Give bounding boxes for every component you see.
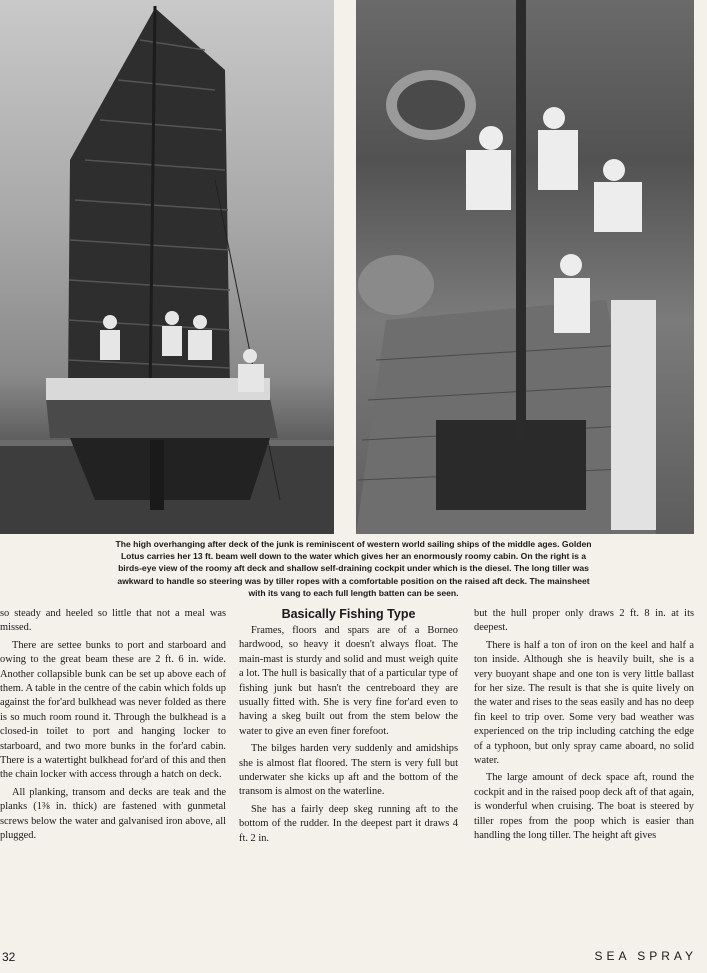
junk-sail-illustration: [0, 0, 334, 534]
aft-deck-photo: [356, 0, 694, 534]
caption-line: awkward to handle so steering was by tiller ropes with a comfortable position on the raised aft deck. The mainsheet: [117, 575, 590, 586]
publication-name: SEA SPRAY: [594, 949, 697, 963]
paragraph: but the hull proper only draws 2 ft. 8 in. at its deepest.: [474, 608, 694, 634]
section-heading: Basically Fishing Type: [281, 607, 416, 621]
caption-line: The high overhanging after deck of the junk is reminiscent of western world sailing ships of the middle ages. Golden: [115, 539, 592, 549]
junk-sail-photo: [0, 0, 334, 534]
paragraph: so steady and heeled so little that not a meal was missed.: [0, 608, 226, 634]
paragraph: The bilges harden very suddenly and amidships she is almost flat floored. The stern is very full but underwater she kicks up aft and the bottom of the transom is almost on the waterline.: [239, 743, 458, 798]
paragraph: The large amount of deck space aft, round the cockpit and in the raised poop deck aft of that again, is wonderful when cruising. The boat is steered by tiller ropes from the poop which is easier than handling the long tiller. The height aft gives: [474, 772, 694, 842]
caption-line: birds-eye view of the roomy aft deck and shallow self-draining cockpit under which is the diesel. The long tiller was: [118, 563, 589, 574]
article-column-3: [474, 607, 694, 844]
article-column-2: [239, 607, 458, 846]
page-number: 32: [2, 950, 16, 964]
paragraph: She has a fairly deep skeg running aft to the bottom of the rudder. In the deepest part it draws 4 ft. 2 in.: [239, 803, 458, 844]
caption-line: Lotus carries her 13 ft. beam well down to the water which gives her an enormously roomy cabin. On the right is a: [120, 551, 587, 562]
paragraph: All planking, transom and decks are teak and the planks (1⅜ in. thick) are fastened with gunmetal screws below the water and galvanised iron above, all plugged.: [0, 786, 226, 842]
article-column-1: [0, 607, 226, 844]
photo-caption: [0, 538, 707, 599]
paragraph: Frames, floors and spars are of a Borneo hardwood, so heavy it doesn't always float. The main-mast is sturdy and solid and must weigh quite a lot. The hull is basically that of a particular type of fishing junk but hasn't the centreboard they are usually fitted with. She is very fine for'ard even to having a skeg built out from the stem below the water to give an even finer forefoot.: [239, 625, 458, 737]
caption-line: with its vang to each full length batten can be seen.: [248, 587, 459, 598]
aft-deck-illustration: [356, 0, 694, 534]
paragraph: There is half a ton of iron on the keel and half a ton inside. Although she is heavily built, she is a very buoyant shape and one ton is very little ballast for her size. The result is that she is quite lively on the water and rises to the seas easily and has no deep fin keel to trip over. Some very bad weather was experienced on the trip including catching the edge of a typhoon, but only spray came aboard, no solid water.: [474, 639, 694, 767]
paragraph: There are settee bunks to port and starboard and owing to the great beam these are 2 ft. 6 in. wide. Another collapsible bunk can be set up above each of them. A table in the centre of the cabin which folds up against the for'ard bulkhead was never folded as there is so much room round it. Through the bulkhead is a closed-in toilet to port and hanging locker to starboard, and two more bunks in the for'ard cabin. There is a watertight bulkhead for'ard of this and then the chain locker with access through a hatch on deck.: [0, 639, 226, 781]
